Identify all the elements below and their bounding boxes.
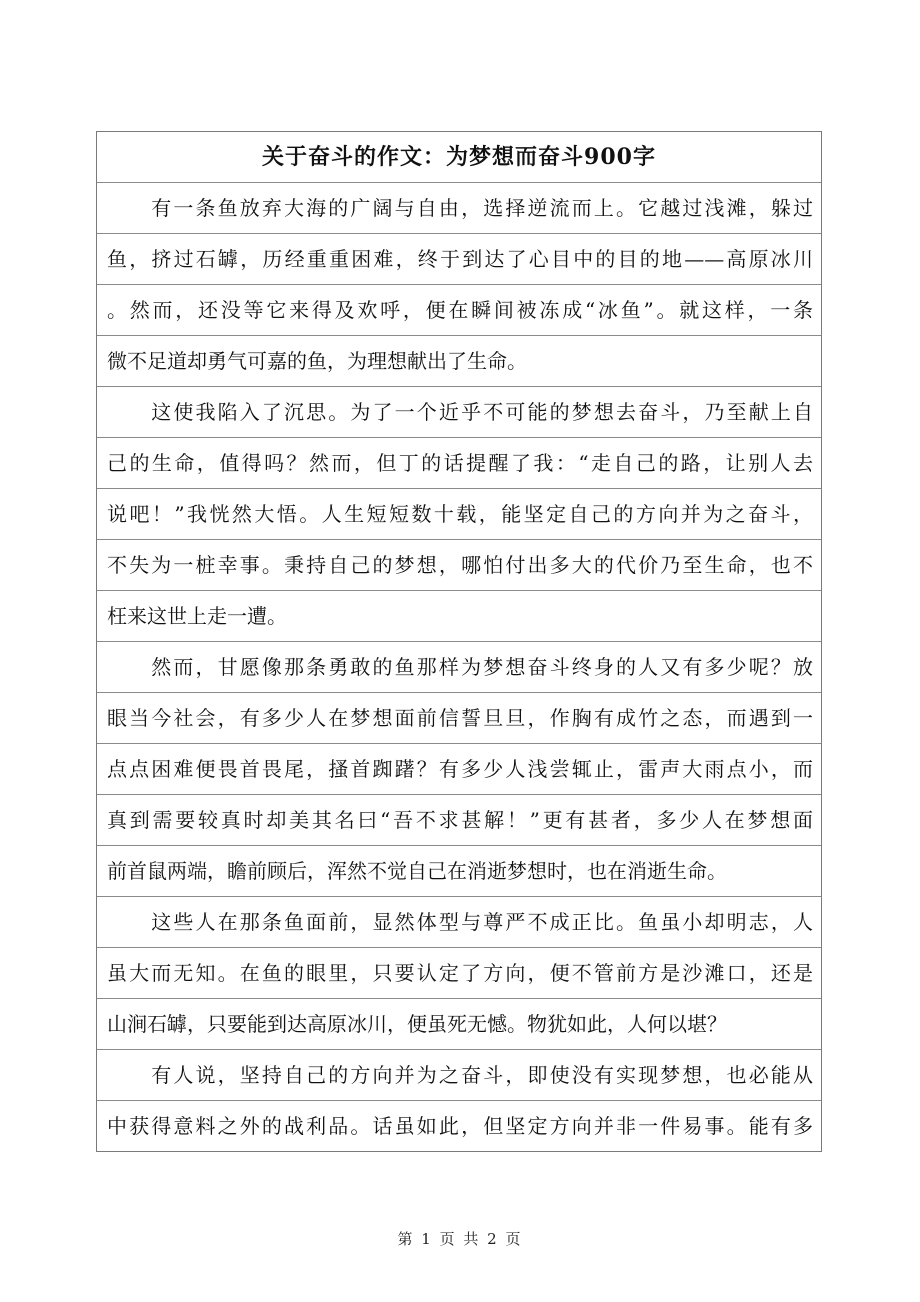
- text-line: 中获得意料之外的战利品。话虽如此，但坚定方向并非一件易事。能有多: [97, 1100, 821, 1151]
- text-line: 鱼，挤过石罅，历经重重困难，终于到达了心目中的目的地——高原冰川: [97, 233, 821, 284]
- page-number: 第 1 页 共 2 页: [397, 1230, 523, 1248]
- text-line: 不失为一桩幸事。秉持自己的梦想，哪怕付出多大的代价乃至生命，也不: [97, 539, 821, 590]
- paragraph-3: [97, 641, 821, 896]
- text-line: 虽大而无知。在鱼的眼里，只要认定了方向，便不管前方是沙滩口，还是: [97, 947, 821, 998]
- text-line: 前首鼠两端，瞻前顾后，浑然不觉自己在消逝梦想时，也在消逝生命。: [97, 845, 821, 896]
- text-line: 枉来这世上走一遭。: [97, 590, 821, 641]
- paragraph-4: [97, 896, 821, 1049]
- paragraph-1: [97, 182, 821, 386]
- text-line: 点点困难便畏首畏尾，搔首踟躇？有多少人浅尝辄止，雷声大雨点小，而: [97, 743, 821, 794]
- paragraph-2: [97, 386, 821, 641]
- text-line: 微不足道却勇气可嘉的鱼，为理想献出了生命。: [97, 335, 821, 386]
- text-line: 有人说，坚持自己的方向并为之奋斗，即使没有实现梦想，也必能从: [97, 1049, 821, 1100]
- text-line: 有一条鱼放弃大海的广阔与自由，选择逆流而上。它越过浅滩，躲过: [97, 182, 821, 233]
- text-line: 己的生命，值得吗？然而，但丁的话提醒了我：“走自己的路，让别人去: [97, 437, 821, 488]
- text-line: 山涧石罅，只要能到达高原冰川，便虽死无憾。物犹如此，人何以堪？: [97, 998, 821, 1049]
- paragraph-5: [97, 1049, 821, 1151]
- text-line: 然而，甘愿像那条勇敢的鱼那样为梦想奋斗终身的人又有多少呢？放: [97, 641, 821, 692]
- text-line: 眼当今社会，有多少人在梦想面前信誓旦旦，作胸有成竹之态，而遇到一: [97, 692, 821, 743]
- text-line: 。然而，还没等它来得及欢呼，便在瞬间被冻成“冰鱼”。就这样，一条: [97, 284, 821, 335]
- text-line: 这些人在那条鱼面前，显然体型与尊严不成正比。鱼虽小却明志，人: [97, 896, 821, 947]
- essay-title: 关于奋斗的作文：为梦想而奋斗900字: [262, 144, 656, 170]
- text-line: 这使我陷入了沉思。为了一个近乎不可能的梦想去奋斗，乃至献上自: [97, 386, 821, 437]
- text-line: 说吧！”我恍然大悟。人生短短数十载，能坚定自己的方向并为之奋斗，: [97, 488, 821, 539]
- text-line: 真到需要较真时却美其名曰“吾不求甚解！”更有甚者，多少人在梦想面: [97, 794, 821, 845]
- essay-table: [96, 131, 822, 1152]
